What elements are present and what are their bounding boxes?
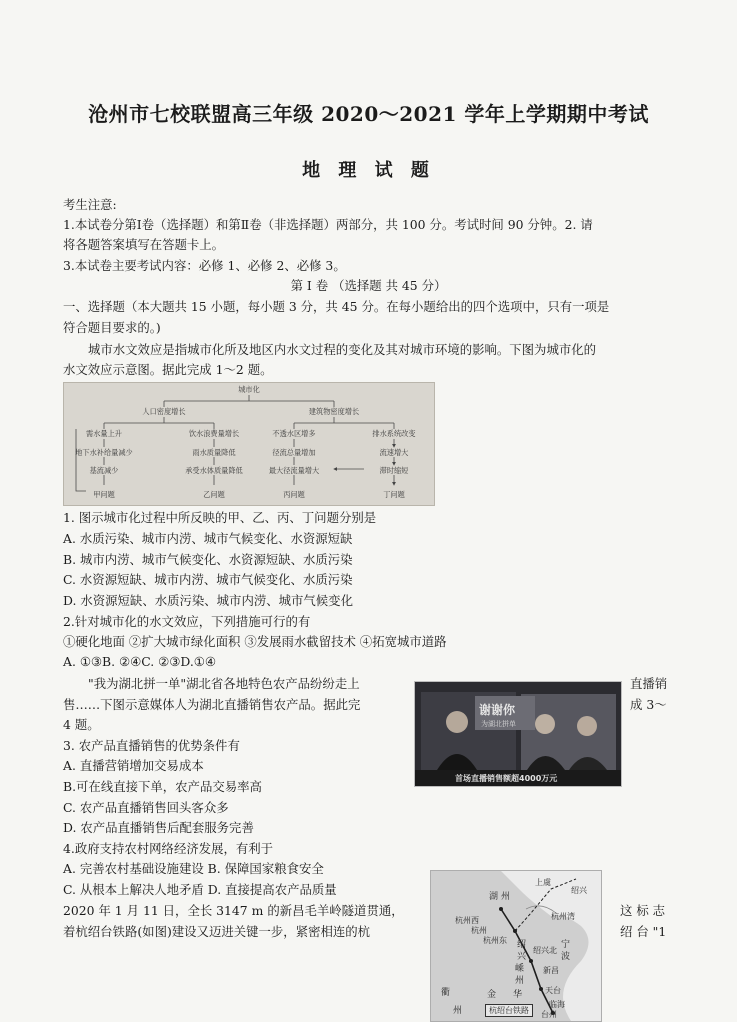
q3-option-c: C. 农产品直播销售回头客众多 (63, 800, 229, 815)
q1-option-c: C. 水资源短缺、城市内涝、城市气候变化、水质污染 (63, 572, 353, 587)
passage1-line-2: 水文效应示意图。据此完成 1～2 题。 (63, 362, 273, 377)
dg-c3: 径流总量增加 (272, 448, 316, 457)
diagram-lines-left (104, 417, 214, 429)
notice-heading: 考生注意: (63, 197, 117, 212)
notice-line-1: 1.本试卷分第Ⅰ卷（选择题）和第Ⅱ卷（非选择题）两部分，共 100 分。考试时间 90 分钟。2. 请 (63, 217, 593, 232)
map-label-shaoxingbei: 绍兴北 (533, 946, 557, 955)
map-label-zhou3: 州 (453, 1006, 463, 1016)
map-station-sheng (529, 959, 533, 963)
map-label-linhai: 临海 (549, 1000, 565, 1009)
map-station-hzeast (513, 929, 517, 933)
dg-d2: 承受水体质量降低 (185, 466, 243, 475)
dg-d1: 基流减少 (89, 466, 119, 475)
q1-stem: 1. 图示城市化过程中所反映的甲、乙、丙、丁问题分别是 (63, 510, 377, 525)
dg-b2: 饮水浪费量增长 (188, 429, 240, 438)
q2-options: A. ①③B. ②④C. ②③D.①④ (63, 654, 217, 669)
passage3-line-1-right: 这 标 志 (620, 903, 666, 918)
map-label-huzhou: 湖 (489, 892, 499, 902)
dg-e1: 甲问题 (93, 490, 115, 499)
hydrology-diagram-svg (64, 383, 434, 505)
dg-top: 城市化 (238, 385, 260, 394)
map-label-jin: 金 (487, 990, 497, 1000)
map-label-zhou2: 州 (515, 976, 525, 986)
passage2-line-1-right: 直播销 (630, 676, 668, 691)
livestream-photo (414, 681, 622, 787)
map-label-tiantai: 天台 (545, 986, 561, 995)
photo-banner: 谢谢你 (479, 703, 516, 717)
map-label-bo: 波 (561, 952, 571, 962)
map-label-qu: 衢 (441, 988, 451, 998)
livestream-photo-svg (415, 682, 621, 786)
map-station-tiantai (539, 987, 543, 991)
dg-b3: 不透水区增多 (272, 429, 316, 438)
map-label-hzwest: 杭州西 (455, 916, 479, 925)
map-station-hzwest (499, 907, 503, 911)
passage2-line-3: 4 题。 (63, 717, 100, 732)
q1-option-d: D. 水资源短缺、水质污染、城市内涝、城市气候变化 (63, 593, 353, 608)
q4-options-ab: A. 完善农村基础设施建设 B. 保障国家粮食安全 (63, 861, 324, 876)
map-label-hz: 杭州 (471, 926, 487, 935)
section-intro-1: 一、选择题（本大题共 15 小题，每小题 3 分，共 45 分。在每小题给出的四个选项中，只有一项是 (63, 299, 610, 314)
railway-map (430, 870, 602, 1022)
map-label-shangyu: 上虞 (535, 878, 551, 887)
map-label-shao: 绍 (517, 940, 527, 950)
photo-ticker: 首场直播销售额超4000万元 (455, 774, 558, 783)
q2-stem: 2.针对城市化的水文效应，下列措施可行的有 (63, 614, 311, 629)
passage1-line-1: 城市水文效应是指城市化所及地区内水文过程的变化及其对城市环境的影响。下图为城市化的 (88, 342, 597, 357)
dg-c2: 雨水质量降低 (192, 448, 236, 457)
diagram-lines-top (164, 395, 334, 407)
dg-e4: 丁问题 (383, 490, 405, 499)
map-label-shaoxing: 绍兴 (571, 886, 587, 895)
map-label-xing: 兴 (517, 952, 527, 962)
map-label-xinchang: 新昌 (543, 966, 559, 975)
q3-option-b: B.可在线直接下单，农产品交易率高 (63, 779, 262, 794)
photo-sub: 为湖北拼单 (481, 720, 516, 728)
dg-d4: 滞时缩短 (379, 466, 409, 475)
passage3-line-2-right: 绍 台 "1 (620, 924, 667, 939)
map-label-hangzhouwan: 杭州湾 (551, 912, 575, 921)
section-intro-2: 符合题目要求的。) (63, 320, 161, 335)
dg-a1: 人口密度增长 (142, 407, 186, 416)
map-label-hua: 华 (513, 990, 523, 1000)
q3-option-d: D. 农产品直播销售后配套服务完善 (63, 820, 254, 835)
q4-options-cd: C. 从根本上解决人地矛盾 D. 直接提高农产品质量 (63, 882, 337, 897)
diagram-lines-right (294, 417, 394, 429)
diagram-arrows-row2 (104, 439, 394, 447)
q3-stem: 3. 农产品直播销售的优势条件有 (63, 738, 240, 753)
notice-line-3: 3.本试卷主要考试内容：必修 1、必修 2、必修 3。 (63, 258, 346, 273)
dg-c1: 地下水补给量减少 (75, 448, 133, 457)
q1-option-a: A. 水质污染、城市内涝、城市气候变化、水资源短缺 (63, 531, 353, 546)
dg-e2: 乙问题 (203, 490, 225, 499)
diagram-arrows-row4 (104, 475, 394, 485)
q1-option-b: B. 城市内涝、城市气候变化、水资源短缺、水质污染 (63, 552, 353, 567)
passage3-line-2: 着杭绍台铁路(如图)建设又迈进关键一步，紧密相连的杭 (63, 924, 371, 939)
dg-a2: 建筑物密度增长 (308, 407, 360, 416)
exam-title: 沧州市七校联盟高三年级 2020～2021 学年上学期期中考试 (88, 102, 649, 126)
map-label-sheng: 嵊 (515, 964, 525, 974)
passage2-line-1: "我为湖北拼一单"湖北省各地特色农产品纷纷走上 (88, 676, 360, 691)
hydrology-diagram (63, 382, 435, 506)
q3-option-a: A. 直播营销增加交易成本 (63, 758, 204, 773)
passage2-line-2: 售……下图示意媒体人为湖北直播销售农产品。据此完 (63, 697, 361, 712)
q2-items: ①硬化地面 ②扩大城市绿化面积 ③发展雨水截留技术 ④拓宽城市道路 (63, 634, 447, 649)
map-legend: 杭绍台铁路 (485, 1004, 533, 1017)
map-label-ning: 宁 (561, 940, 571, 950)
passage3-line-1: 2020 年 1 月 11 日，全长 3147 m 的新昌毛羊岭隧道贯通， (63, 903, 404, 918)
section-title: 第 I 卷 （选择题 共 45 分） (290, 278, 447, 293)
notice-line-2: 将各题答案填写在答题卡上。 (63, 237, 225, 252)
dg-c4: 流速增大 (379, 448, 409, 457)
map-label-hzeast: 杭州东 (483, 936, 507, 945)
dg-e3: 丙问题 (283, 490, 305, 499)
dg-b4: 排水系统改变 (372, 429, 416, 438)
passage2-line-2-right: 成 3～ (630, 697, 667, 712)
map-label-taizhou: 台州 (541, 1010, 557, 1019)
diagram-arrows-row3 (104, 457, 394, 465)
diagram-line-edge (76, 429, 86, 491)
exam-subtitle: 地 理 试 题 (302, 160, 435, 181)
q4-stem: 4.政府支持农村网络经济发展，有利于 (63, 841, 274, 856)
dg-b1: 需水量上升 (86, 429, 122, 438)
dg-d3: 最大径流量增大 (268, 466, 320, 475)
map-label-zhou: 州 (501, 892, 511, 902)
